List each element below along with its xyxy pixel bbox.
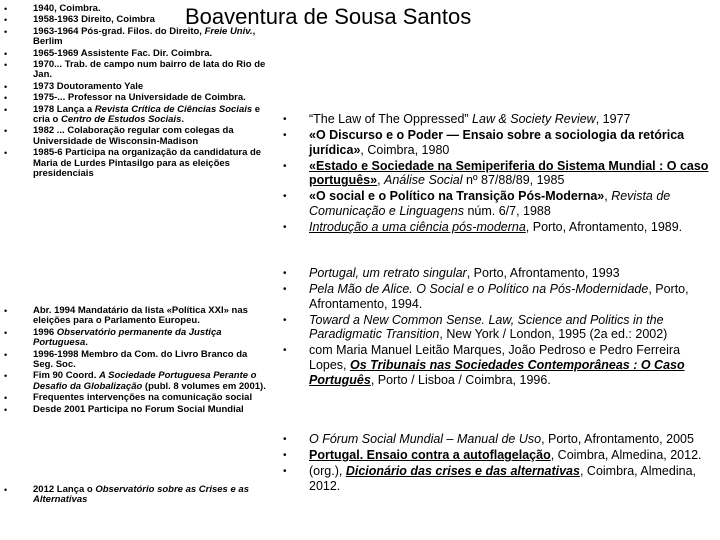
list-item: • 2012 Lança o Observatório sobre as Crises e as Alternativas (4, 485, 270, 506)
list-item: • 1963-1964 Pós-grad. Filos. do Direito, Freie Univ., Berlim (4, 27, 270, 48)
list-item: • Portugal. Ensaio contra a autoflagelação, Coimbra, Almedina, 2012. (283, 448, 713, 463)
list-item: • 1970... Trab. de campo num bairro de lata do Rio de Jan. (4, 60, 270, 81)
list-item: • 1996-1998 Membro da Com. do Livro Branco da Seg. Soc. (4, 350, 270, 371)
page-title: Boaventura de Sousa Santos (185, 4, 472, 29)
publication-list-middle (283, 266, 713, 389)
list-item: • 1985-6 Participa na organização da candidatura de Maria de Lurdes Pintasilgo para as eleições presidenciais (4, 148, 270, 179)
list-item: • Portugal, um retrato singular, Porto, Afrontamento, 1993 (283, 266, 713, 281)
biography-list-middle (4, 306, 270, 416)
list-item: • 1973 Doutoramento Yale (4, 82, 270, 92)
list-item: • com Maria Manuel Leitão Marques, João Pedroso e Pedro Ferreira Lopes, Os Tribunais nas Sociedades Contemporâneas : O Caso Português, Porto / Lisboa / Coimbra, 1996. (283, 343, 713, 387)
list-item: • «O social e o Político na Transição Pós-Moderna», Revista de Comunicação e Linguagens núm. 6/7, 1988 (283, 189, 713, 218)
list-item: • Fim 90 Coord. A Sociedade Portuguesa Perante o Desafio da Globalização (publ. 8 volumes em 2001). (4, 371, 270, 392)
list-item: • Frequentes intervenções na comunicação social (4, 393, 270, 403)
list-item: • 1982 ... Colaboração regular com colegas da Universidade de Wisconsin-Madison (4, 126, 270, 147)
biography-list-late (4, 485, 270, 507)
list-item: • 1958-1963 Direito, Coimbra (4, 15, 270, 25)
list-item: • 1978 Lança a Revista Crítica de Ciências Sociais e cria o Centro de Estudos Sociais. (4, 105, 270, 126)
list-item: • Pela Mão de Alice. O Social e o Político na Pós-Modernidade, Porto, Afrontamento, 1994. (283, 282, 713, 311)
list-item: • 1996 Observatório permanente da Justiça Portuguesa. (4, 328, 270, 349)
list-item: • Introdução a uma ciência pós-moderna, Porto, Afrontamento, 1989. (283, 220, 713, 235)
list-item: • “The Law of The Oppressed” Law & Society Review, 1977 (283, 112, 713, 127)
list-item: • Abr. 1994 Mandatário da lista «Política XXI» nas eleições para o Parlamento Europeu. (4, 306, 270, 327)
list-item: • Desde 2001 Participa no Forum Social Mundial (4, 405, 270, 415)
publication-list-late (283, 432, 713, 495)
list-item: • 1940, Coimbra. (4, 4, 270, 14)
list-item: • «Estado e Sociedade na Semiperiferia do Sistema Mundial : O caso português», Análise Social nº 87/88/89, 1985 (283, 159, 713, 188)
list-item: • «O Discurso e o Poder — Ensaio sobre a sociologia da retórica jurídica», Coimbra, 1980 (283, 128, 713, 157)
biography-list-early (4, 4, 270, 181)
list-item: • (org.), Dicionário das crises e das alternativas, Coimbra, Almedina, 2012. (283, 464, 713, 493)
list-item: • 1975-... Professor na Universidade de Coimbra. (4, 93, 270, 103)
publication-list-early (283, 112, 713, 236)
list-item: • Toward a New Common Sense. Law, Science and Politics in the Paradigmatic Transition, New York / London, 1995 (2a ed.: 2002) (283, 313, 713, 342)
list-item: • 1965-1969 Assistente Fac. Dir. Coimbra. (4, 49, 270, 59)
list-item: • O Fórum Social Mundial – Manual de Uso, Porto, Afrontamento, 2005 (283, 432, 713, 447)
